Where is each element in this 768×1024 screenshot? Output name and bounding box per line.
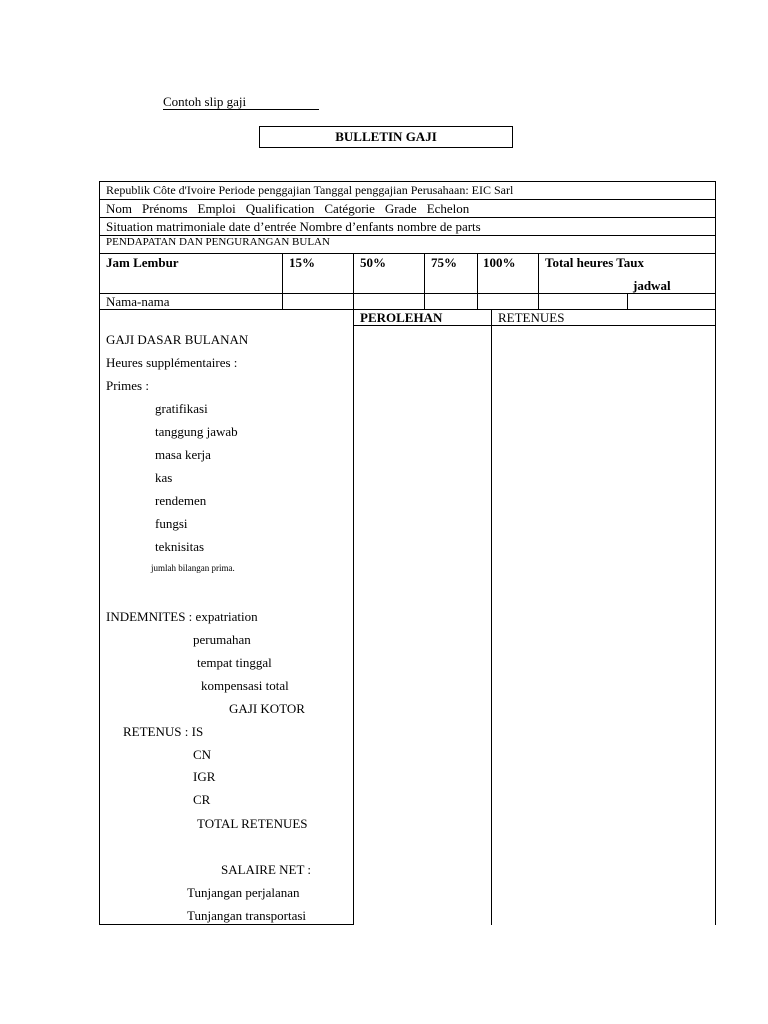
item-transport-allowance: Tunjangan transportasi (187, 908, 307, 923)
total-hours-label: Total heures Taux (545, 255, 644, 270)
rate-15: 15% (289, 255, 315, 270)
field-qualification: Qualification (245, 201, 315, 216)
bonus-note: jumlah bilangan prima. (151, 563, 235, 573)
deductions-column-header: RETENUES (498, 310, 565, 325)
bonus-item: kas (155, 470, 173, 485)
indemnity-item: tempat tinggal (197, 655, 272, 670)
info-line-identity (106, 202, 469, 215)
field-grade: Grade (384, 201, 417, 216)
names-row-label: Nama-nama (106, 294, 170, 309)
rate-75: 75% (431, 255, 457, 270)
indemnity-item: perumahan (193, 632, 251, 647)
section-income-deductions: PENDAPATAN DAN PENGURANGAN BULAN (106, 236, 330, 248)
bonus-item: rendemen (155, 493, 207, 508)
page-title: BULLETIN GAJI (335, 129, 437, 144)
title-box (259, 126, 513, 148)
item-total-withholdings: TOTAL RETENUES (197, 816, 308, 831)
item-gross-salary: GAJI KOTOR (229, 701, 305, 716)
field-nom: Nom (106, 201, 132, 216)
field-categorie: Catégorie (324, 201, 375, 216)
field-emploi: Emploi (197, 201, 236, 216)
rate-50: 50% (360, 255, 386, 270)
indemnity-item: kompensasi total (201, 678, 289, 693)
bonus-item: teknisitas (155, 539, 205, 554)
withholding-item: CN (193, 747, 212, 762)
info-line-situation: Situation matrimoniale date d’entrée Nombre d’enfants nombre de parts (106, 219, 481, 234)
overtime-label: Jam Lembur (106, 255, 179, 270)
bonus-item: tanggung jawab (155, 424, 238, 439)
caption-contoh-slip: Contoh slip gaji (163, 95, 319, 110)
item-net-salary: SALAIRE NET : (221, 862, 312, 877)
withholding-item: CR (193, 792, 211, 807)
item-travel-allowance: Tunjangan perjalanan (187, 885, 300, 900)
info-line-country: Republik Côte d'Ivoire Periode penggajian Tanggal penggajian Perusahaan: EIC Sarl (106, 183, 514, 197)
gains-column-header: PEROLEHAN (360, 310, 443, 325)
withholding-item: IGR (193, 769, 216, 784)
bonus-item: gratifikasi (155, 401, 208, 416)
field-echelon: Echelon (426, 201, 470, 216)
rate-100: 100% (483, 255, 516, 270)
schedule-label: jadwal (633, 278, 671, 293)
item-base-salary: GAJI DASAR BULANAN (106, 332, 249, 347)
item-bonuses: Primes : (106, 378, 149, 393)
item-overtime-hours: Heures supplémentaires : (106, 355, 238, 370)
item-indemnities: INDEMNITES : expatriation (106, 609, 258, 624)
item-withholdings: RETENUS : IS (123, 724, 204, 739)
bonus-item: masa kerja (155, 447, 211, 462)
bonus-item: fungsi (155, 516, 188, 531)
field-prenoms: Prénoms (142, 201, 188, 216)
